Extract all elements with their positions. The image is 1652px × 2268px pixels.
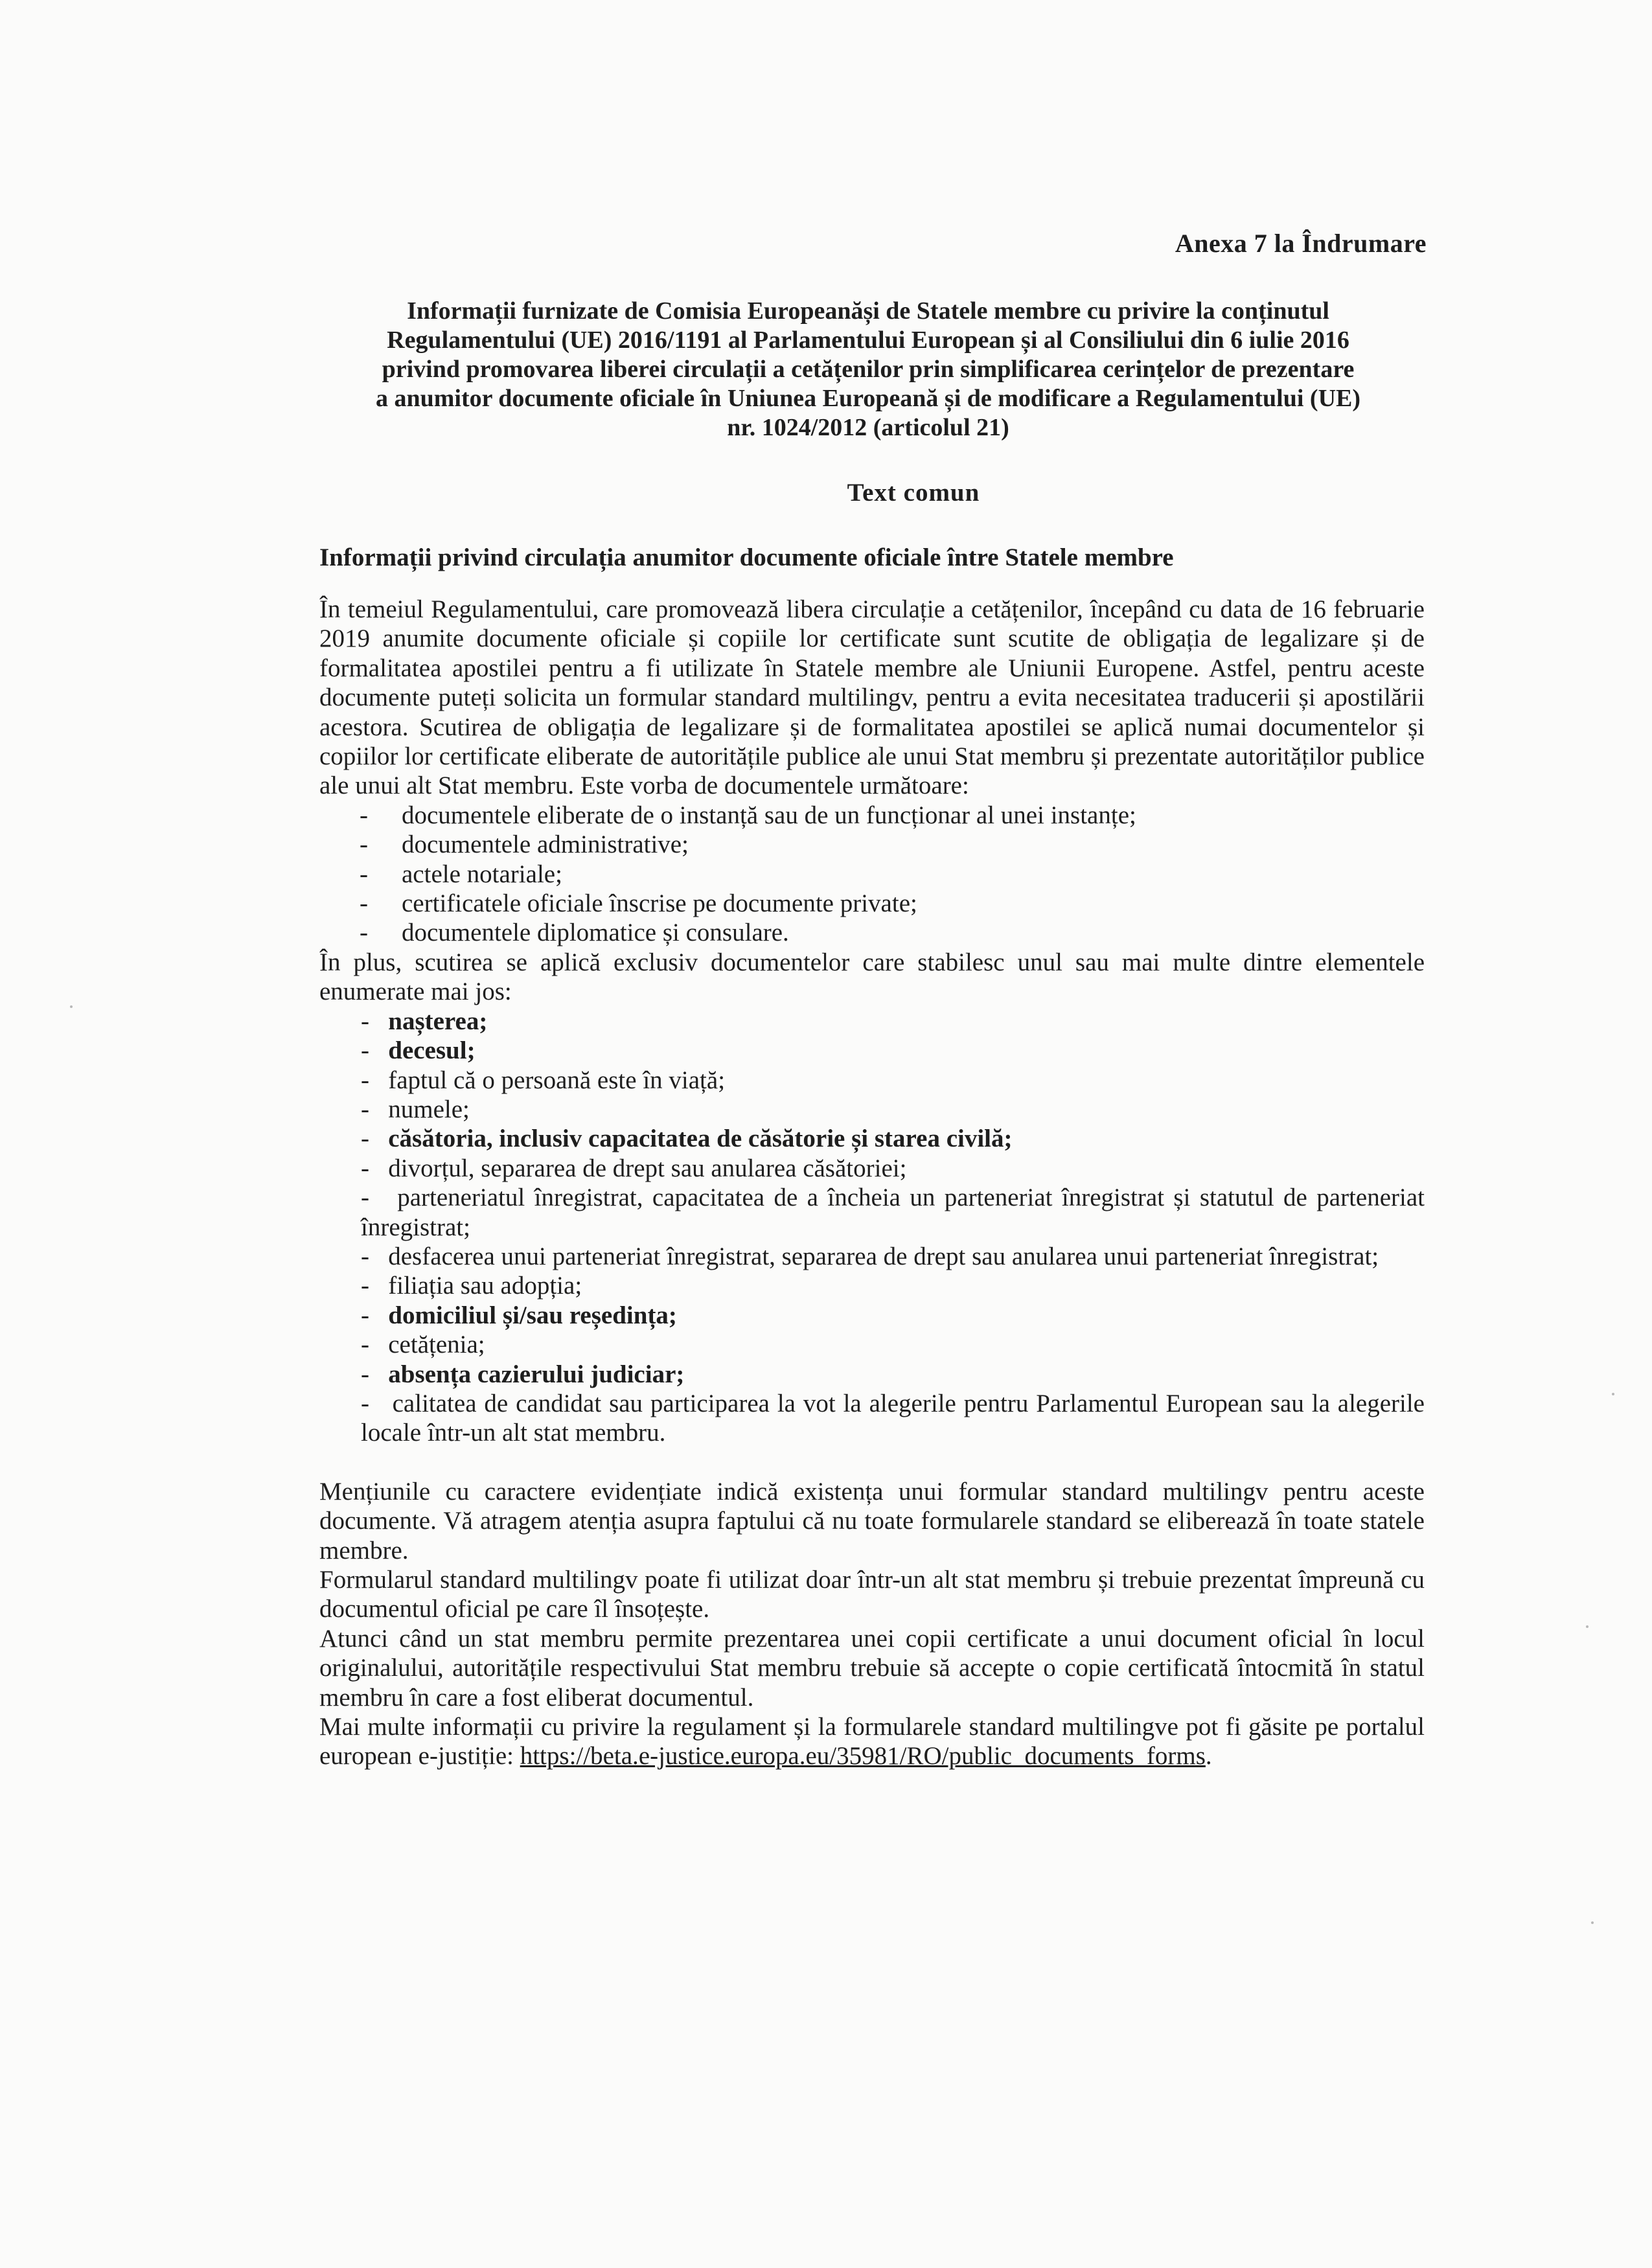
document-types-list: [319, 801, 1425, 948]
list-item: - parteneriatul înregistrat, capacitatea de a încheia un parteneriat înregistrat și statutul de parteneriat înregistrat;: [361, 1184, 1425, 1241]
heading-line: Informații furnizate de Comisia Europeanăși de Statele membre cu privire la conținutul: [407, 297, 1329, 325]
scan-speck: [70, 1005, 73, 1008]
list-item: - divorțul, separarea de drept sau anularea căsătoriei;: [361, 1154, 907, 1182]
list-item: - documentele diplomatice și consulare.: [360, 919, 789, 947]
scan-speck: [1586, 1625, 1589, 1628]
e-justice-link[interactable]: https://beta.e-justice.europa.eu/35981/RO/public_documents_forms: [520, 1742, 1206, 1770]
document-heading: [304, 297, 1432, 442]
section-subheading: Informații privind circulația anumitor documente oficiale între Statele membre: [319, 544, 1174, 571]
list-item: - domiciliul și/sau reședința;: [361, 1301, 677, 1329]
more-info-paragraph: Mai multe informații cu privire la regulament și la formularele standard multilingve pot fi găsite pe portalul european e-justiție: https://beta.e-justice.europa.eu/35981/RO/public_documents_forms.: [319, 1713, 1425, 1770]
mentions-paragraph: Mențiunile cu caractere evidențiate indică existența unui formular standard multilingv pentru aceste documente. Vă atragem atenția asupra faptului că nu toate formularele standard se eliberează în toate statele membre.: [319, 1477, 1425, 1564]
heading-line: nr. 1024/2012 (articolul 21): [727, 414, 1009, 441]
list-item: - căsătoria, inclusiv capacitatea de căsătorie și starea civilă;: [361, 1125, 1013, 1153]
list-item: - documentele eliberate de o instanță sau de un funcționar al unei instanțe;: [360, 801, 1136, 829]
list-item: - documentele administrative;: [360, 830, 689, 859]
list-item: - certificatele oficiale înscrise pe documente private;: [360, 889, 917, 918]
annex-label: Anexa 7 la Îndrumare: [1175, 229, 1427, 258]
scan-speck: [1591, 1921, 1594, 1924]
scan-speck: [1612, 1393, 1614, 1395]
list-item: - absența cazierului judiciar;: [361, 1360, 685, 1388]
scope-paragraph: În plus, scutirea se aplică exclusiv documentelor care stabilesc unul sau mai multe dintre elementele enumerate mai jos:: [319, 948, 1425, 1006]
intro-paragraph: În temeiul Regulamentului, care promovează libera circulație a cetățenilor, începând cu data de 16 februarie 2019 anumite documente oficiale și copiile lor certificate sunt scutite de obligația de legalizare și de formalitatea apostilei pentru a fi utilizate în Statele membre ale Uniunii Europene. Astfel, pentru aceste documente puteți solicita un formular standard multilingv, pentru a evita necesitatea traducerii și apostilării acestora. Scutirea de obligația de legalizare și de formalitatea apostilei se aplică numai documentelor și copiilor lor certificate eliberate de autoritățile publice ale unui Stat membru și prezentate autorităților publice ale unui alt Stat membru. Este vorba de documentele următoare:: [319, 595, 1425, 800]
heading-line: a anumitor documente oficiale în Uniunea Europeană și de modificare a Regulamentului (UE): [375, 385, 1361, 412]
list-item: - filiația sau adopția;: [361, 1272, 582, 1300]
list-item: - nașterea;: [361, 1007, 488, 1035]
form-usage-paragraph: Formularul standard multilingv poate fi utilizat doar într-un alt stat membru și trebuie prezentat împreună cu documentul oficial pe care îl însoțește.: [319, 1566, 1425, 1623]
list-item: - faptul că o persoană este în viață;: [361, 1066, 726, 1094]
elements-list: [319, 1007, 1425, 1448]
heading-line: Regulamentului (UE) 2016/1191 al Parlamentului European și al Consiliului din 6 iulie 2016: [387, 326, 1349, 354]
certified-copy-paragraph: Atunci când un stat membru permite prezentarea unei copii certificate a unui document oficial în locul originalului, autoritățile respectivului Stat membru trebuie să accepte o copie certificată întocmită în statul membru în care a fost eliberat documentul.: [319, 1624, 1425, 1712]
paragraph-gap: [319, 1448, 1425, 1477]
document-body: [319, 595, 1425, 1771]
list-item: - actele notariale;: [360, 860, 562, 888]
list-item: - cetățenia;: [361, 1331, 485, 1359]
list-item: - calitatea de candidat sau participarea la vot la alegerile pentru Parlamentul European sau la alegerile locale într-un alt stat membru.: [361, 1389, 1425, 1447]
list-item: - numele;: [361, 1095, 470, 1123]
common-text-title: Text comun: [847, 479, 980, 507]
heading-line: privind promovarea liberei circulații a cetățenilor prin simplificarea cerințelor de prezentare: [382, 356, 1355, 383]
list-item: - decesul;: [361, 1037, 476, 1065]
list-item: - desfacerea unui parteneriat înregistrat, separarea de drept sau anularea unui parteneriat înregistrat;: [361, 1242, 1379, 1270]
